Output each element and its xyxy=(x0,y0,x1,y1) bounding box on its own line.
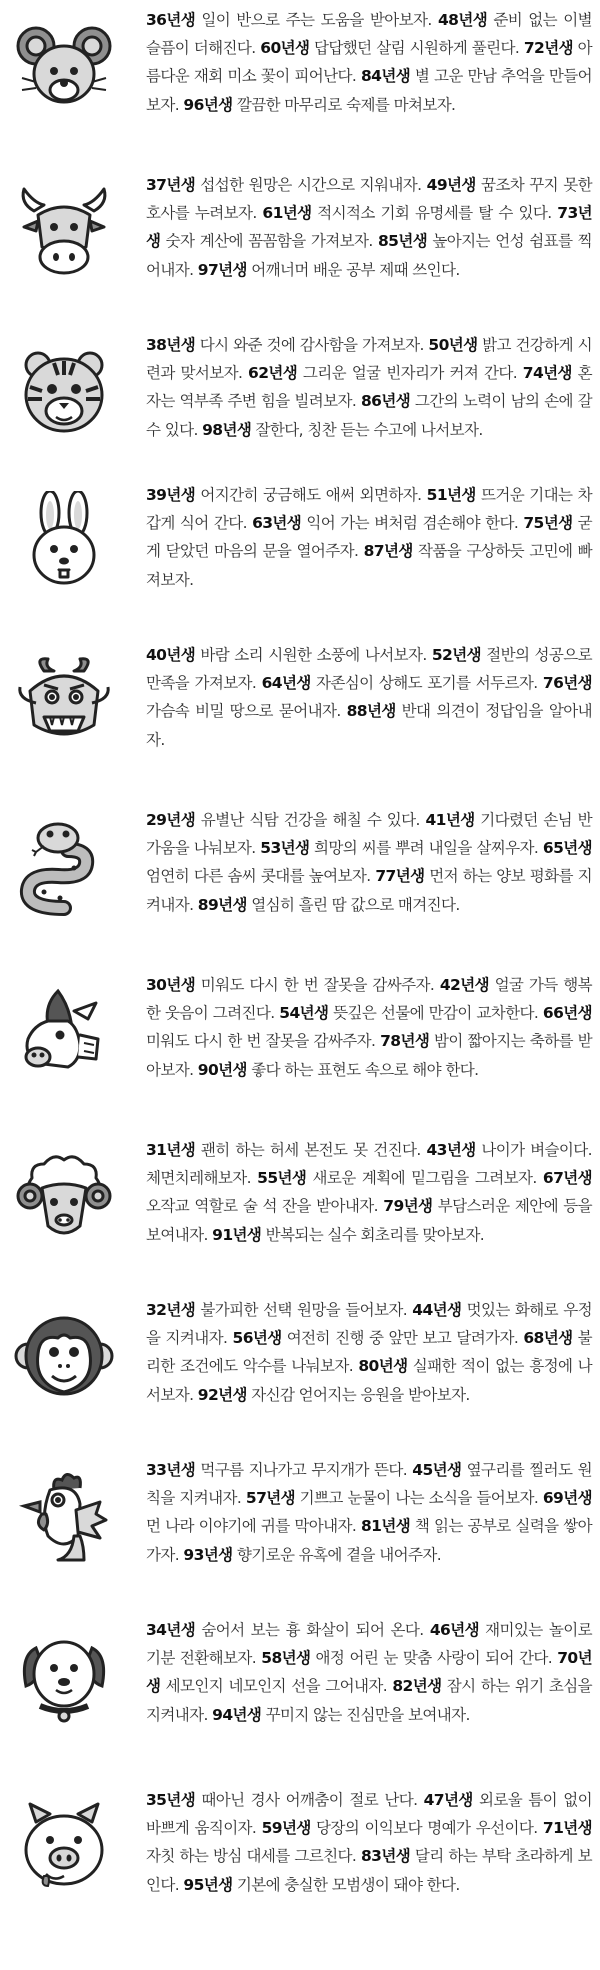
birth-year-label: 34년생 xyxy=(146,1621,196,1639)
fortune-paragraph xyxy=(146,481,592,594)
fortune-paragraph xyxy=(146,331,592,444)
birth-year-label: 51년생 xyxy=(426,486,476,504)
fortune-text: 유별난 식탐 건강을 해칠 수 있다. xyxy=(195,811,426,829)
fortune-text: 깔끔한 마무리로 숙제를 마쳐보자. xyxy=(232,95,456,114)
birth-year-label: 64년생 xyxy=(261,674,311,693)
birth-year-label: 75년생 xyxy=(523,514,573,533)
fortune-text: 작품을 구상하듯 고민에 빠져보자. xyxy=(146,542,593,589)
birth-year-label: 47년생 xyxy=(423,1791,473,1809)
fortune-text: 굳게 닫았던 마음의 문을 열어주자. xyxy=(146,514,593,561)
birth-year-label: 36년생 xyxy=(146,11,196,29)
birth-year-label: 31년생 xyxy=(146,1141,196,1159)
fortune-text: 얼굴 가득 행복한 웃음이 그려진다. xyxy=(146,976,592,1023)
snake-icon xyxy=(14,816,114,916)
birth-year-label: 91년생 xyxy=(212,1225,262,1244)
birth-year-label: 44년생 xyxy=(412,1301,462,1319)
fortune-paragraph xyxy=(146,1456,592,1569)
fortune-paragraph xyxy=(146,971,592,1084)
fortune-text: 먼 나라 이야기에 귀를 막아내자. xyxy=(146,1517,361,1536)
fortune-text: 미워도 다시 한 번 잘못을 감싸주자. xyxy=(146,1032,381,1051)
rat-icon xyxy=(14,16,114,116)
fortune-text: 멋있는 화해로 우정을 지켜내자. xyxy=(146,1301,593,1348)
birth-year-label: 93년생 xyxy=(183,1545,233,1564)
fortune-text: 달리 하는 부탁 초라하게 보인다. xyxy=(146,1847,592,1894)
birth-year-label: 89년생 xyxy=(197,895,247,914)
fortune-text: 절반의 성공으로 만족을 가져보자. xyxy=(146,646,593,693)
fortune-text: 잠시 하는 위기 초심을 지켜내자. xyxy=(146,1677,593,1724)
fortune-text: 나이가 벼슬이다. 체면치레해보자. xyxy=(146,1141,593,1188)
birth-year-label: 39년생 xyxy=(146,486,196,504)
fortune-paragraph xyxy=(146,806,592,919)
fortune-text: 답답했던 살림 시원하게 풀린다. xyxy=(309,39,524,58)
fortune-paragraph xyxy=(146,1616,592,1729)
birth-year-label: 61년생 xyxy=(262,204,312,223)
birth-year-label: 30년생 xyxy=(146,976,196,994)
fortune-text: 다시 와준 것에 감사함을 가져보자. xyxy=(195,336,429,354)
birth-year-label: 49년생 xyxy=(426,176,476,194)
birth-year-label: 79년생 xyxy=(383,1197,433,1216)
birth-year-label: 52년생 xyxy=(431,646,481,664)
fortune-text: 그리운 얼굴 빈자리가 커져 간다. xyxy=(297,364,523,383)
birth-year-label: 55년생 xyxy=(257,1169,307,1188)
fortune-text: 먼저 하는 양보 평화를 지켜내자. xyxy=(146,867,592,914)
birth-year-label: 38년생 xyxy=(146,336,196,354)
fortune-text: 재미있는 놀이로 기분 전환해보자. xyxy=(146,1621,592,1668)
birth-year-label: 60년생 xyxy=(260,39,310,58)
fortune-text: 때아닌 경사 어깨춤이 절로 난다. xyxy=(195,1791,424,1809)
fortune-text: 높아지는 언성 쉼표를 찍어내자. xyxy=(146,232,593,279)
birth-year-label: 98년생 xyxy=(202,420,252,439)
birth-year-label: 96년생 xyxy=(183,95,233,114)
birth-year-label: 95년생 xyxy=(183,1875,233,1894)
fortune-text: 옆구리를 찔러도 원칙을 지켜내자. xyxy=(146,1461,593,1508)
birth-year-label: 73년생 xyxy=(146,204,593,251)
fortune-text: 숨어서 보는 흉 화살이 되어 온다. xyxy=(195,1621,430,1639)
fortune-text: 그간의 노력이 남의 손에 갈 수 있다. xyxy=(146,392,592,439)
birth-year-label: 46년생 xyxy=(429,1621,479,1639)
fortune-text: 먹구름 지나가고 무지개가 뜬다. xyxy=(195,1461,413,1479)
fortune-text: 어지간히 궁금해도 애써 외면하자. xyxy=(195,486,427,504)
fortune-text: 꿈조차 꾸지 못한 호사를 누려보자. xyxy=(146,176,593,223)
fortune-text: 외로울 틈이 없이 바쁘게 움직이자. xyxy=(146,1791,592,1838)
birth-year-label: 53년생 xyxy=(260,839,310,858)
rooster-icon xyxy=(14,1466,114,1566)
birth-year-label: 42년생 xyxy=(439,976,489,994)
birth-year-label: 48년생 xyxy=(437,11,488,29)
birth-year-label: 82년생 xyxy=(392,1677,442,1696)
birth-year-label: 72년생 xyxy=(523,39,573,58)
tiger-icon xyxy=(14,341,114,441)
fortune-text: 여전히 진행 중 앞만 보고 달려가자. xyxy=(281,1329,524,1348)
birth-year-label: 43년생 xyxy=(426,1141,476,1159)
fortune-paragraph xyxy=(146,641,592,754)
fortune-text: 열심히 흘린 땀 값으로 매겨진다. xyxy=(246,895,460,914)
fortune-text: 반대 의견이 정답임을 알아내자. xyxy=(146,702,592,749)
birth-year-label: 68년생 xyxy=(523,1329,573,1348)
fortune-text: 가슴속 비밀 땅으로 묻어내자. xyxy=(146,702,347,721)
dog-icon xyxy=(14,1626,114,1726)
fortune-text: 좋다 하는 표현도 속으로 해야 한다. xyxy=(246,1060,479,1079)
birth-year-label: 57년생 xyxy=(245,1489,296,1508)
pig-icon xyxy=(14,1796,114,1896)
birth-year-label: 87년생 xyxy=(363,542,413,561)
fortune-text: 불리한 조건에도 악수를 나눠보자. xyxy=(146,1329,592,1376)
birth-year-label: 37년생 xyxy=(146,176,196,194)
fortune-text: 애정 어린 눈 맞춤 사랑이 되어 간다. xyxy=(310,1649,558,1668)
birth-year-label: 85년생 xyxy=(378,232,428,251)
birth-year-label: 58년생 xyxy=(261,1649,311,1668)
birth-year-label: 86년생 xyxy=(360,392,411,411)
fortune-text: 잘한다, 칭찬 듣는 수고에 나서보자. xyxy=(251,420,483,439)
dragon-icon xyxy=(14,651,114,751)
fortune-text: 반복되는 실수 회초리를 맞아보자. xyxy=(261,1225,485,1244)
birth-year-label: 62년생 xyxy=(248,364,298,383)
fortune-text: 아름다운 재회 미소 꽃이 피어난다. xyxy=(146,39,593,86)
birth-year-label: 92년생 xyxy=(197,1385,247,1404)
birth-year-label: 90년생 xyxy=(197,1060,247,1079)
fortune-text: 기쁘고 눈물이 나는 소식을 들어보자. xyxy=(295,1489,543,1508)
fortune-text: 바람 소리 시원한 소풍에 나서보자. xyxy=(195,646,432,664)
fortune-text: 뜻깊은 선물에 만감이 교차한다. xyxy=(328,1004,543,1023)
birth-year-label: 94년생 xyxy=(212,1705,262,1724)
fortune-text: 꾸미지 않는 진심만을 보여내자. xyxy=(261,1705,470,1724)
fortune-text: 향기로운 유혹에 곁을 내어주자. xyxy=(232,1545,442,1564)
birth-year-label: 65년생 xyxy=(542,839,593,858)
birth-year-label: 63년생 xyxy=(252,514,302,533)
fortune-text: 기본에 충실한 모범생이 돼야 한다. xyxy=(232,1875,460,1894)
fortune-text: 일이 반으로 주는 도움을 받아보자. xyxy=(195,11,438,29)
birth-year-label: 74년생 xyxy=(522,364,572,383)
fortune-text: 밝고 건강하게 시련과 맞서보자. xyxy=(146,336,593,383)
fortune-paragraph xyxy=(146,6,592,119)
birth-year-label: 70년생 xyxy=(146,1649,592,1696)
ox-icon xyxy=(14,181,114,281)
birth-year-label: 69년생 xyxy=(542,1489,592,1508)
birth-year-label: 66년생 xyxy=(542,1004,593,1023)
birth-year-label: 41년생 xyxy=(425,811,475,829)
fortune-text: 숫자 계산에 꼼꼼함을 가져보자. xyxy=(160,232,378,251)
fortune-text: 괜히 하는 허세 본전도 못 건진다. xyxy=(195,1141,427,1159)
birth-year-label: 77년생 xyxy=(375,867,425,886)
birth-year-label: 67년생 xyxy=(542,1169,593,1188)
fortune-text: 희망의 씨를 뿌려 내일을 살찌우자. xyxy=(309,839,543,858)
birth-year-label: 78년생 xyxy=(380,1032,430,1051)
birth-year-label: 83년생 xyxy=(360,1847,411,1866)
birth-year-label: 97년생 xyxy=(197,260,247,279)
birth-year-label: 54년생 xyxy=(279,1004,329,1023)
birth-year-label: 40년생 xyxy=(146,646,196,664)
birth-year-label: 88년생 xyxy=(346,702,396,721)
birth-year-label: 32년생 xyxy=(146,1301,196,1319)
fortune-text: 불가피한 선택 원망을 들어보자. xyxy=(195,1301,413,1319)
fortune-text: 세모인지 네모인지 선을 그어내자. xyxy=(160,1677,393,1696)
birth-year-label: 29년생 xyxy=(146,811,196,829)
fortune-paragraph xyxy=(146,1136,592,1249)
horse-icon xyxy=(14,981,114,1081)
birth-year-label: 50년생 xyxy=(428,336,478,354)
birth-year-label: 80년생 xyxy=(358,1357,408,1376)
fortune-text: 부담스러운 제안에 등을 보여내자. xyxy=(146,1197,592,1244)
fortune-text: 어깨너머 배운 공부 제때 쓰인다. xyxy=(246,260,460,279)
fortune-paragraph xyxy=(146,1786,592,1899)
monkey-icon xyxy=(14,1306,114,1406)
fortune-text: 미워도 다시 한 번 잘못을 감싸주자. xyxy=(195,976,440,994)
fortune-text: 자칫 하는 방심 대세를 그르친다. xyxy=(146,1847,361,1866)
fortune-text: 밤이 짧아지는 축하를 받아보자. xyxy=(146,1032,592,1079)
birth-year-label: 56년생 xyxy=(232,1329,282,1348)
fortune-text: 오작교 역할로 술 석 잔을 받아내자. xyxy=(146,1197,384,1216)
fortune-paragraph xyxy=(146,171,592,284)
birth-year-label: 76년생 xyxy=(542,674,593,693)
birth-year-label: 35년생 xyxy=(146,1791,196,1809)
fortune-text: 새로운 계획에 밑그림을 그려보자. xyxy=(306,1169,543,1188)
fortune-text: 별 고운 만남 추억을 만들어보자. xyxy=(146,67,592,114)
fortune-text: 뜨거운 기대는 차갑게 식어 간다. xyxy=(146,486,593,533)
fortune-text: 익어 가는 벼처럼 겸손해야 한다. xyxy=(301,514,524,533)
fortune-text: 준비 없는 이별 슬픔이 더해진다. xyxy=(146,11,592,58)
fortune-text: 적시적소 기회 유명세를 탈 수 있다. xyxy=(311,204,558,223)
fortune-text: 섭섭한 원망은 시간으로 지워내자. xyxy=(195,176,427,194)
fortune-text: 자신감 얻어지는 응원을 받아보자. xyxy=(246,1385,470,1404)
sheep-icon xyxy=(14,1146,114,1246)
fortune-text: 기다렸던 손님 반가움을 나눠보자. xyxy=(146,811,593,858)
birth-year-label: 71년생 xyxy=(542,1819,593,1838)
birth-year-label: 33년생 xyxy=(146,1461,196,1479)
fortune-text: 혼자는 역부족 주변 힘을 빌려보자. xyxy=(146,364,592,411)
fortune-text: 엄연히 다른 솜씨 콧대를 높여보자. xyxy=(146,867,376,886)
birth-year-label: 81년생 xyxy=(360,1517,411,1536)
birth-year-label: 59년생 xyxy=(261,1819,311,1838)
fortune-text: 당장의 이익보다 명예가 우선이다. xyxy=(310,1819,543,1838)
fortune-text: 실패한 적이 없는 흥정에 나서보자. xyxy=(146,1357,592,1404)
fortune-text: 자존심이 상해도 포기를 서두르자. xyxy=(310,674,543,693)
rabbit-icon xyxy=(14,491,114,591)
fortune-paragraph xyxy=(146,1296,592,1409)
birth-year-label: 84년생 xyxy=(360,67,411,86)
fortune-text: 책 읽는 공부로 실력을 쌓아 가자. xyxy=(146,1517,592,1564)
birth-year-label: 45년생 xyxy=(412,1461,462,1479)
